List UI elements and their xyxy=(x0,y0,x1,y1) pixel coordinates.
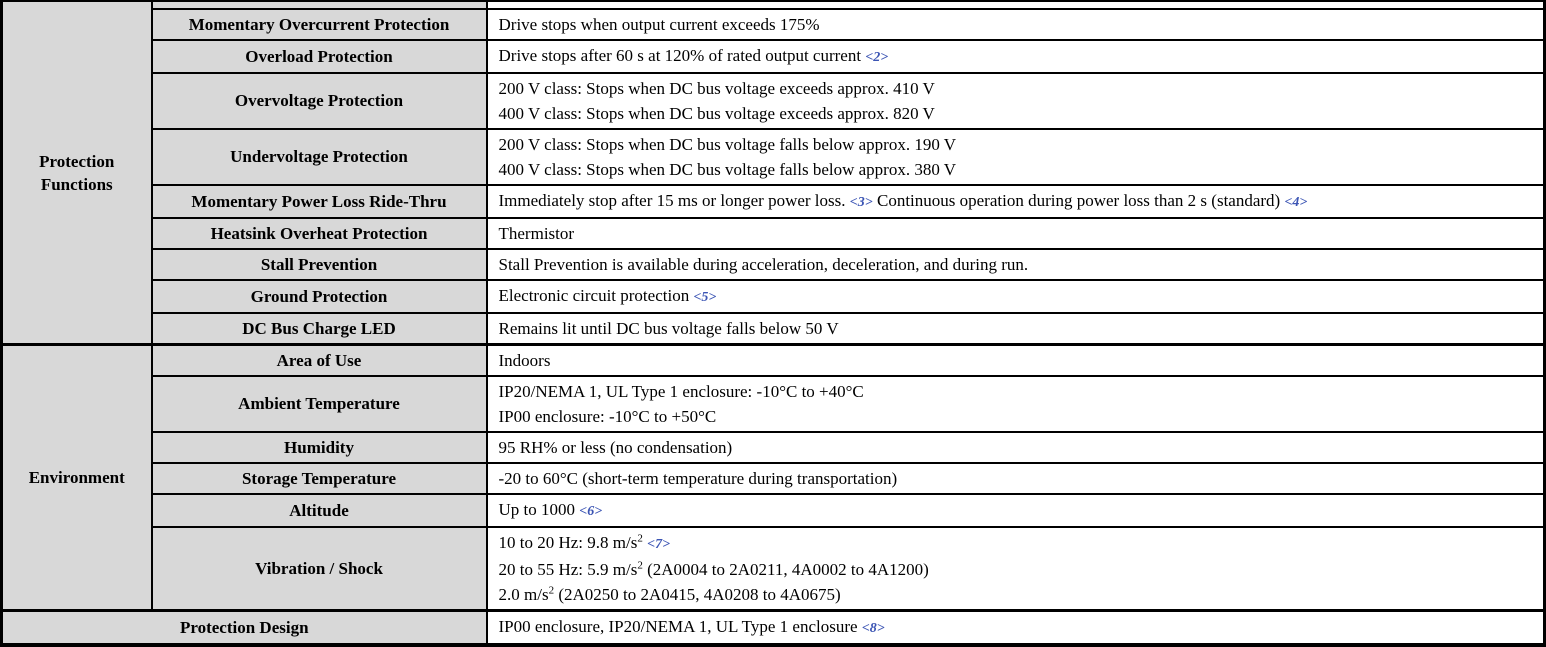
value-line xyxy=(499,404,1536,429)
spec-label-ambient-temperature: Ambient Temperature xyxy=(152,376,487,432)
spec-label-protection-design: Protection Design xyxy=(2,611,487,646)
spec-label-undervoltage-protection: Undervoltage Protection xyxy=(152,129,487,185)
partial-value-cell xyxy=(487,1,1545,9)
value-text: Remains lit until DC bus voltage falls below 50 V xyxy=(498,319,839,338)
value-text: IP00 enclosure: -10°C to +50°C xyxy=(498,407,717,426)
value-text: Electronic circuit protection xyxy=(498,286,694,305)
spec-label-momentary-power-loss-ride-thru: Momentary Power Loss Ride-Thru xyxy=(152,185,487,218)
value-line xyxy=(499,221,1536,246)
footnote-ref[interactable]: <7> xyxy=(647,537,671,552)
value-text: Up to 1000 xyxy=(498,500,580,519)
spec-label-stall-prevention: Stall Prevention xyxy=(152,249,487,280)
spec-value xyxy=(487,129,1545,185)
table-row xyxy=(2,73,1545,129)
value-line xyxy=(499,435,1536,460)
value-text: IP00 enclosure, IP20/NEMA 1, UL Type 1 enclosure xyxy=(498,617,862,636)
footnote-ref[interactable]: <5> xyxy=(693,290,717,305)
table-row xyxy=(2,463,1545,494)
table-row-partial xyxy=(2,1,1545,9)
value-line xyxy=(499,12,1536,37)
table-row xyxy=(2,432,1545,463)
spec-value xyxy=(487,527,1545,611)
value-text: 200 V class: Stops when DC bus voltage falls below approx. 190 V xyxy=(498,135,957,154)
spec-table-body xyxy=(2,1,1545,645)
table-row xyxy=(2,40,1545,73)
value-line xyxy=(499,348,1536,373)
table-row xyxy=(2,185,1545,218)
spec-value xyxy=(487,280,1545,313)
spec-value xyxy=(487,185,1545,218)
value-text: (2A0004 to 2A0211, 4A0002 to 4A1200) xyxy=(642,560,929,579)
value-text: Thermistor xyxy=(498,224,575,243)
value-text: Stall Prevention is available during acceleration, deceleration, and during run. xyxy=(498,255,1029,274)
footnote-ref[interactable]: <2> xyxy=(865,50,889,65)
spec-label-storage-temperature: Storage Temperature xyxy=(152,463,487,494)
value-text: Continuous operation during power loss than 2 s (standard) xyxy=(872,191,1285,210)
footnote-ref[interactable]: <3> xyxy=(849,195,873,210)
spec-value xyxy=(487,40,1545,73)
table-row xyxy=(2,494,1545,527)
value-text: Drive stops after 60 s at 120% of rated output current xyxy=(498,46,866,65)
value-text: 20 to 55 Hz: 5.9 m/s xyxy=(498,560,638,579)
table-row xyxy=(2,313,1545,345)
spec-value xyxy=(487,376,1545,432)
value-text: 400 V class: Stops when DC bus voltage falls below approx. 380 V xyxy=(498,160,957,179)
superscript: 2 xyxy=(637,532,643,545)
spec-value xyxy=(487,9,1545,40)
table-row-footer xyxy=(2,611,1545,646)
spec-value xyxy=(487,313,1545,345)
value-text: Indoors xyxy=(498,351,551,370)
value-line xyxy=(499,530,1536,557)
value-line xyxy=(499,283,1536,310)
spec-value xyxy=(487,611,1545,646)
value-line xyxy=(499,157,1536,182)
table-row xyxy=(2,345,1545,377)
value-line xyxy=(499,614,1536,641)
spec-label-overload-protection: Overload Protection xyxy=(152,40,487,73)
value-line xyxy=(499,557,1536,582)
value-text: Immediately stop after 15 ms or longer power loss. xyxy=(498,191,850,210)
superscript: 2 xyxy=(548,584,555,597)
footnote-ref[interactable]: <4> xyxy=(1284,195,1308,210)
value-text: -20 to 60°C (short-term temperature during transportation) xyxy=(498,469,898,488)
table-row xyxy=(2,9,1545,40)
value-line xyxy=(499,76,1536,101)
spec-label-heatsink-overheat-protection: Heatsink Overheat Protection xyxy=(152,218,487,249)
category-cell-protection-functions: Protection Functions xyxy=(2,1,152,345)
superscript: 2 xyxy=(637,559,643,572)
spec-value xyxy=(487,218,1545,249)
spec-label-area-of-use: Area of Use xyxy=(152,345,487,377)
value-line xyxy=(499,379,1536,404)
spec-value xyxy=(487,463,1545,494)
table-row xyxy=(2,280,1545,313)
footnote-ref[interactable]: <8> xyxy=(861,621,885,636)
value-line xyxy=(499,582,1536,607)
table-row xyxy=(2,218,1545,249)
spec-label-overvoltage-protection: Overvoltage Protection xyxy=(152,73,487,129)
footnote-ref[interactable]: <6> xyxy=(579,504,603,519)
table-row xyxy=(2,129,1545,185)
value-text: (2A0250 to 2A0415, 4A0208 to 4A0675) xyxy=(554,585,841,604)
spec-label-ground-protection: Ground Protection xyxy=(152,280,487,313)
partial-label-cell xyxy=(152,1,487,9)
value-text: 200 V class: Stops when DC bus voltage exceeds approx. 410 V xyxy=(498,79,935,98)
spec-value xyxy=(487,494,1545,527)
value-line xyxy=(499,316,1536,341)
value-line xyxy=(499,101,1536,126)
value-line xyxy=(499,188,1536,215)
spec-value xyxy=(487,345,1545,377)
value-line xyxy=(499,252,1536,277)
value-text: IP20/NEMA 1, UL Type 1 enclosure: -10°C to +40°C xyxy=(498,382,864,401)
value-line xyxy=(499,132,1536,157)
spec-value xyxy=(487,249,1545,280)
value-text: 400 V class: Stops when DC bus voltage exceeds approx. 820 V xyxy=(498,104,935,123)
value-line xyxy=(499,43,1536,70)
category-cell-environment: Environment xyxy=(2,345,152,611)
table-row xyxy=(2,249,1545,280)
spec-label-momentary-overcurrent-protection: Momentary Overcurrent Protection xyxy=(152,9,487,40)
spec-value xyxy=(487,73,1545,129)
value-line xyxy=(499,497,1536,524)
table-row xyxy=(2,376,1545,432)
value-text: 10 to 20 Hz: 9.8 m/s xyxy=(498,533,638,552)
spec-label-humidity: Humidity xyxy=(152,432,487,463)
spec-label-dc-bus-charge-led: DC Bus Charge LED xyxy=(152,313,487,345)
value-text: 95 RH% or less (no condensation) xyxy=(498,438,733,457)
spec-label-vibration-shock: Vibration / Shock xyxy=(152,527,487,611)
value-text: Drive stops when output current exceeds 175% xyxy=(498,15,820,34)
spec-value xyxy=(487,432,1545,463)
value-line xyxy=(499,466,1536,491)
value-text: 2.0 m/s xyxy=(498,585,549,604)
spec-label-altitude: Altitude xyxy=(152,494,487,527)
table-row xyxy=(2,527,1545,611)
